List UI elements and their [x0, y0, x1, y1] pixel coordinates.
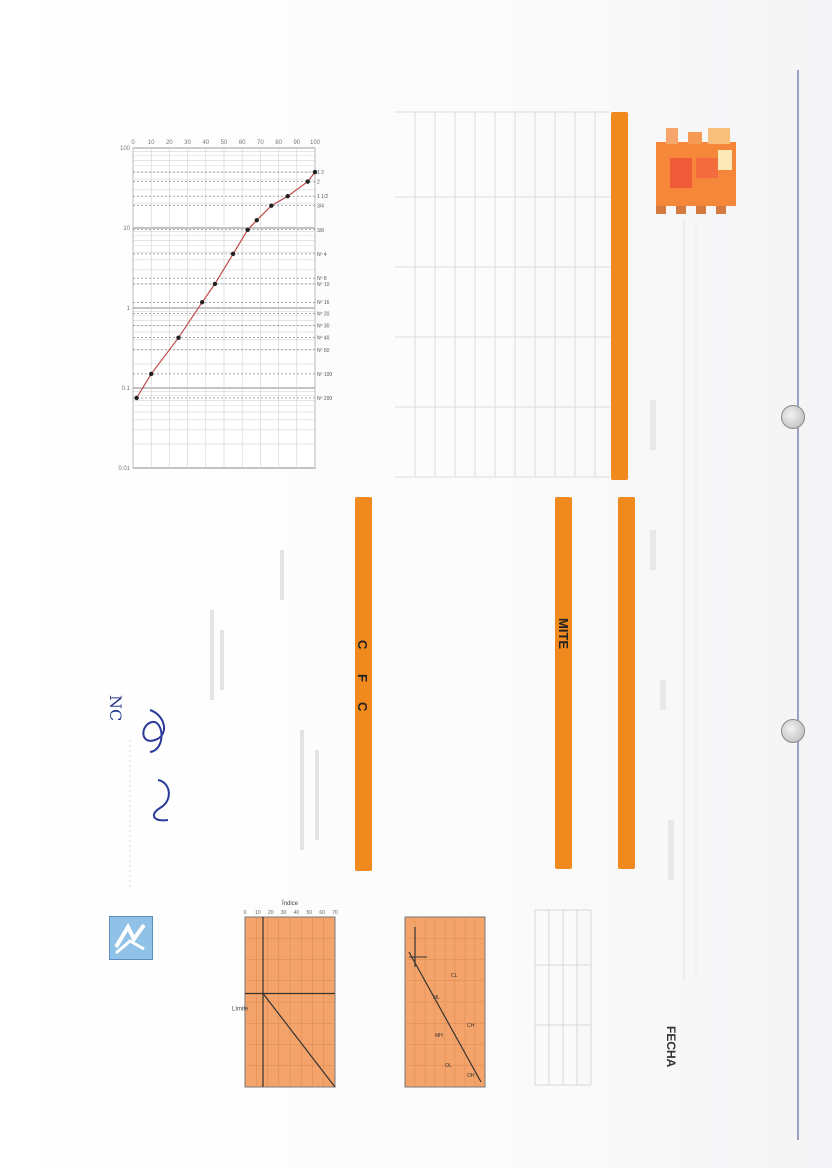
orange-bar-granulometria — [611, 112, 628, 480]
sieve-label: Nº 30 — [317, 323, 330, 330]
plasticity-tick: 60 — [319, 910, 325, 916]
plasticity-xlabel: Límite — [232, 1006, 249, 1013]
sieve-label: Nº 8 — [317, 276, 327, 283]
sieve-label: 3/8 — [317, 227, 324, 234]
sieve-label: Nº 4 — [317, 251, 327, 258]
percent-tick-label: 20 — [166, 140, 173, 146]
percent-tick-label: 60 — [238, 140, 246, 146]
percent-tick-label: 10 — [147, 140, 155, 146]
sieve-label: Nº 20 — [317, 311, 330, 318]
sieve-label: Nº 10 — [317, 281, 330, 288]
percent-tick-label: 40 — [202, 140, 210, 146]
size-tick-label: 1 — [126, 306, 130, 312]
sieve-label: 1 1/2 — [317, 194, 329, 201]
plasticity-tick: 70 — [332, 910, 338, 916]
plasticity-ylabel: Índice — [281, 901, 299, 907]
plasticity-tick: 30 — [280, 910, 287, 916]
granulometria-table — [395, 112, 610, 482]
sieve-label: Nº 16 — [317, 300, 330, 307]
size-tick-label: 0.1 — [121, 386, 130, 392]
casagrande-zone-label: CH — [467, 1023, 475, 1029]
sieve-label: 2 — [317, 179, 320, 186]
casagrande-chart — [395, 905, 495, 1095]
percent-tick-label: 80 — [275, 140, 282, 146]
percent-tick-label: 30 — [184, 140, 191, 146]
percent-tick-label: 100 — [309, 140, 321, 146]
small-results-table — [525, 905, 600, 1090]
orange-bar-clasificacion — [355, 497, 372, 871]
size-tick-label: 0.01 — [118, 466, 130, 472]
percent-tick-label: 70 — [257, 140, 264, 146]
sieve-label: 1 2 — [317, 170, 324, 177]
plasticity-tick: 10 — [255, 910, 261, 916]
sieve-label: 3/4 — [317, 203, 324, 210]
orange-bar-header-right — [618, 497, 635, 869]
limites-label: MITE — [556, 618, 571, 650]
punch-hole-bottom — [781, 719, 805, 743]
sieve-label: Nº 100 — [317, 371, 333, 378]
casagrande-zone-label: MH — [435, 1033, 443, 1039]
plasticity-tick: 50 — [306, 910, 313, 916]
percent-tick-label: 0 — [131, 140, 135, 146]
header-form-lines — [640, 100, 720, 1100]
casagrande-zone-label: OH — [467, 1073, 475, 1079]
sieve-label: Nº 50 — [317, 347, 330, 354]
size-tick-label: 10 — [123, 226, 130, 232]
section-letter-c1: C — [355, 640, 370, 650]
percent-tick-label: 50 — [220, 140, 228, 146]
plasticity-tick: 0 — [243, 910, 247, 916]
casagrande-zone-label: OL — [445, 1063, 452, 1069]
casagrande-zone-label: CL — [451, 973, 458, 979]
percent-tick-label: 90 — [293, 140, 301, 146]
faint-form-text — [100, 130, 350, 1090]
fecha-label: FECHA — [664, 1026, 678, 1068]
binder-margin-line — [797, 70, 799, 1140]
size-tick-label: 100 — [119, 146, 130, 152]
section-letter-c2: C — [355, 702, 370, 712]
plasticity-tick: 40 — [293, 910, 300, 916]
plasticity-tick: 20 — [267, 910, 274, 916]
casagrande-zone-label: ML — [433, 995, 440, 1001]
section-letter-f: F — [355, 674, 370, 682]
handwritten-note: NC — [106, 695, 125, 722]
sieve-label: Nº 40 — [317, 335, 330, 342]
sieve-label: Nº 200 — [317, 395, 333, 402]
orange-bar-limites — [555, 497, 572, 869]
punch-hole-top — [781, 405, 805, 429]
